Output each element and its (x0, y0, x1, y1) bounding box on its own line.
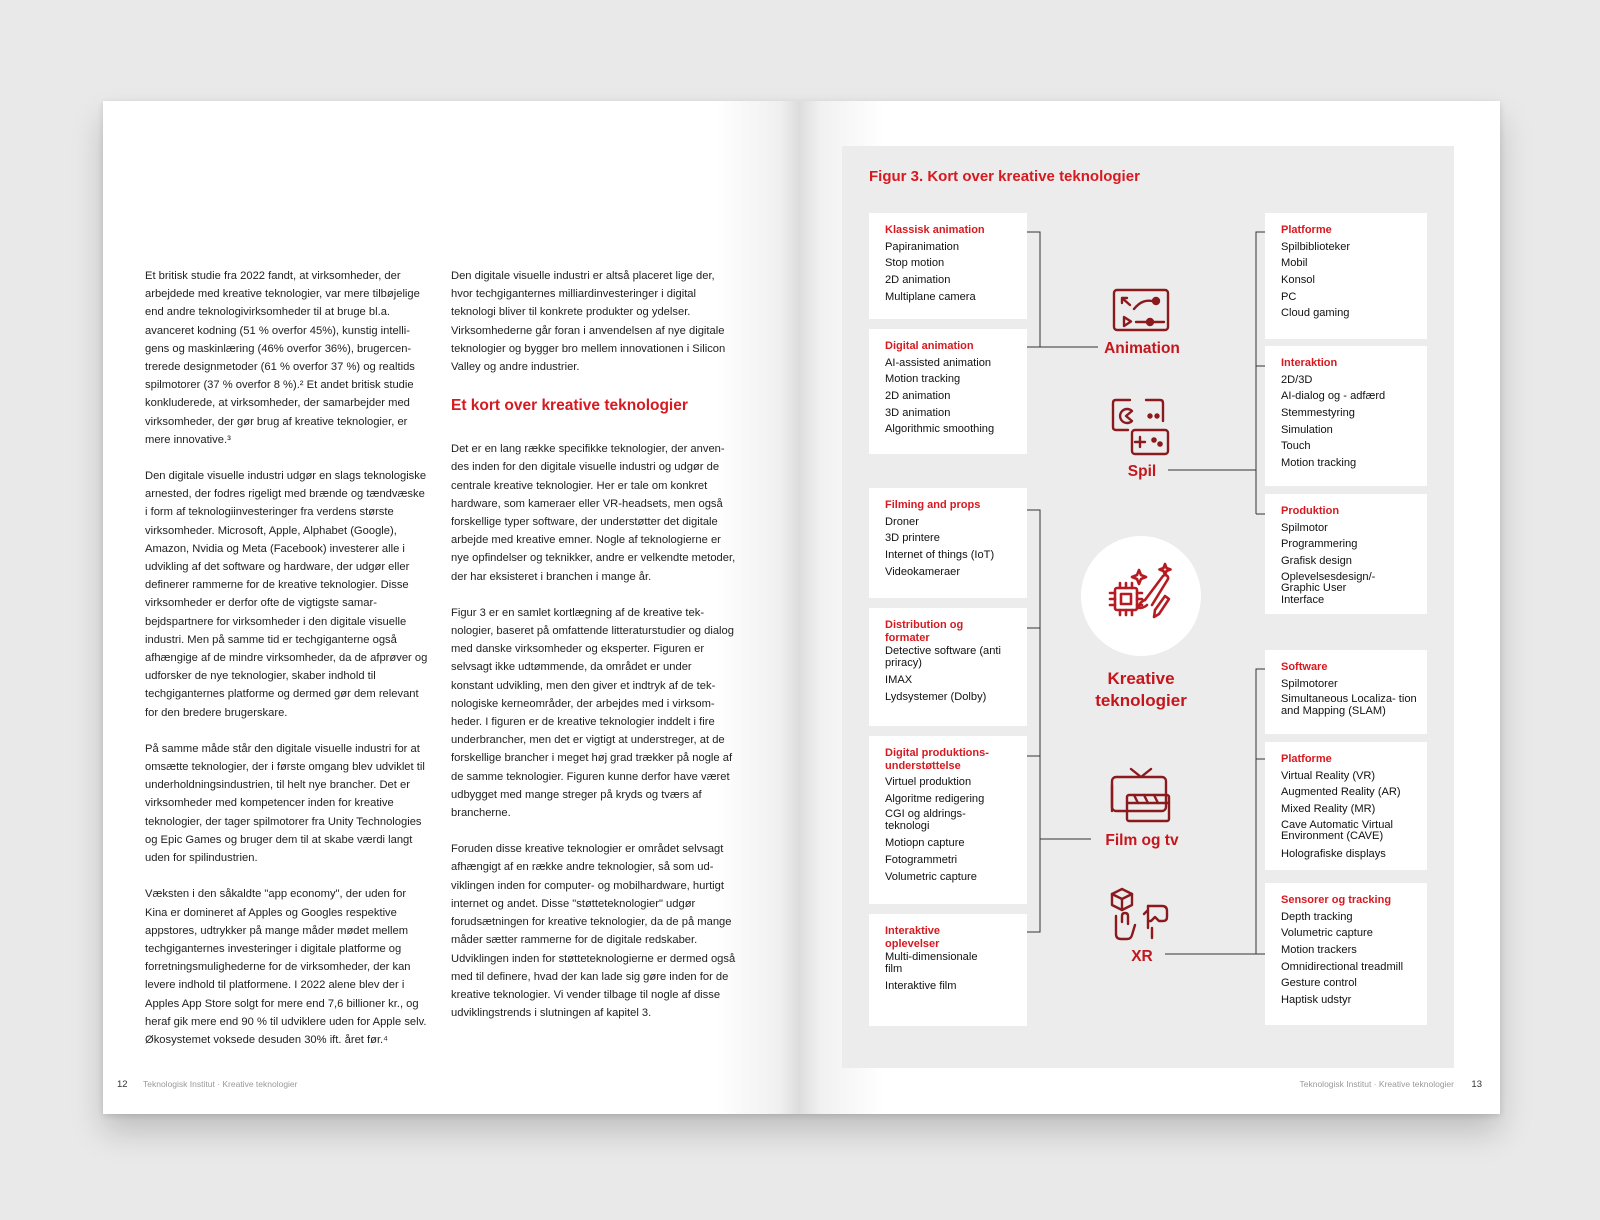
paragraph: Foruden disse kreative teknologier er området selvsagt afhængigt af en række andre teknologier, så som udviklingen inden for computer- og mobilhardware, hurtigt internet og andet. Disse "støtteteknologier" udgør forudsætningen for kreative teknologier, da de på mange måder sætter rammerne for de digitale redskaber. Udviklingen inden for støtteteknologierne er dermed også med til definere, hvad der kan lade sig gøre inden for de kreative teknologier. Vi vender tilbage til nogle af disse udviklingstrends i slutningen af kapitel 3. (451, 843, 736, 1020)
box-item: Grafisk design (1281, 554, 1352, 567)
box-item: Mobil (1281, 257, 1308, 270)
box-item: Stop motion (885, 257, 945, 270)
box-item: Programmering (1281, 538, 1358, 551)
tech-box (869, 914, 1027, 1026)
box-item: Multi-dimensionale film (885, 951, 978, 975)
box-item: Touch (1281, 440, 1311, 453)
section-heading: Et kort over kreative teknologier (451, 397, 688, 415)
box-item: Depth tracking (1281, 910, 1353, 923)
box-item: Simulation (1281, 423, 1333, 436)
box-title: Interaktive oplevelser (885, 925, 941, 950)
box-item: Oplevelsesdesign/- Graphic User Interface (1281, 570, 1376, 606)
box-title: Interaktion (1281, 357, 1338, 369)
box-item: Volumetric capture (1281, 927, 1373, 940)
box-title: Software (1281, 661, 1328, 673)
box-item: Papiranimation (885, 240, 959, 253)
category-xr: XR (1131, 948, 1153, 965)
film-tv-icon (1109, 765, 1173, 825)
tech-box (869, 329, 1027, 454)
box-item: IMAX (885, 674, 913, 686)
box-item: Spilmotor (1281, 521, 1328, 534)
box-item: 3D animation (885, 406, 951, 419)
paragraph: Den digitale visuelle industri er altså placeret lige der, hvor techgiganternes milliardinvesteringer i digital teknologi bliver til konkrete produkter og ydelser. Virksomhederne går foran i anvendelsen af nye digitale teknologier og bygger bro mellem innovationen i Silicon Valley og andre industrier. (451, 270, 726, 374)
box-title: Produktion (1281, 505, 1340, 517)
paragraph: På samme måde står den digitale visuelle industri for at omsætte teknologier, der i første omgang blev udviklet til underholdningsindustrien, til helt nye brancher. Det er virksomheder med kompetencer inden for kreative teknologier, der tager spilmotorer fra Unity Technologies og Epic Games og bruger dem til at skabe værdi langt uden for spilindustrien. (145, 742, 425, 865)
box-item: Augmented Reality (AR) (1281, 786, 1401, 799)
box-title: Platforme (1281, 753, 1332, 765)
tech-box (1265, 883, 1427, 1025)
paragraph: Væksten i den såkaldte "app economy", der uden for Kina er domineret af Apples og Googles respektive appstores, udtrykker på mange måder mødet mellem techgiganternes investeringer i digitale platforme og forretningsmulighederne for de virksomheder, der kan levere indhold til platformene. I 2022 alene blev der i Apples App Store solgt for mere end 7,6 billioner kr., og heraf gik mere end 90 % til udviklere uden for Apple selv. Økosystemet voksede desuden 30% ift. året før.⁴ (145, 888, 427, 1046)
box-title: Sensorer og tracking (1281, 894, 1392, 906)
box-item: Fotogrammetri (885, 854, 958, 867)
creative-tech-icon (1105, 560, 1177, 632)
tech-box (1265, 650, 1427, 734)
tech-box (1265, 494, 1427, 614)
center-label: Kreative teknologier (1095, 669, 1187, 710)
category-spil: Spil (1127, 463, 1157, 480)
box-item: Virtuel produktion (885, 776, 972, 788)
box-item: 2D animation (885, 273, 951, 286)
running-footer: Teknologisk Institut · Kreative teknologier (143, 1079, 298, 1089)
box-item: Simultaneous Localiza- tion and Mapping (SLAM) (1281, 693, 1417, 717)
box-item: Algoritme redigering (885, 792, 985, 805)
box-item: CGI og aldrings- teknologi (885, 808, 966, 832)
box-item: Omnidirectional treadmill (1281, 960, 1404, 973)
box-title: Digital produktions- understøttelse (885, 747, 989, 772)
box-item: Motion trackers (1281, 943, 1357, 956)
box-item: Motion tracking (1281, 457, 1357, 470)
figure-title: Figur 3. Kort over kreative teknologier (869, 168, 1140, 185)
box-item: Gesture control (1281, 977, 1357, 990)
box-title: Klassisk animation (885, 224, 985, 236)
box-item: Haptisk udstyr (1281, 994, 1352, 1007)
paragraph: Det er en lang række specifikke teknologier, der anvendes inden for den digitale visuelle industri og udgør de centrale kreative teknologier. Her er tale om konkret hardware, som kameraer eller VR-headsets, men også forskellige typer software, der understøtter det digitale arbejde med kreative emner. Nogle af teknologierne er nye opfindelser og teknikker, andre er velkendte metoder, der har eksisteret i branchen i mange år. (451, 443, 736, 583)
page-number: 13 (1471, 1079, 1482, 1090)
tech-box (869, 608, 1027, 726)
tech-box (869, 488, 1027, 598)
paragraph: Et britisk studie fra 2022 fandt, at virksomheder, der arbejdede med kreative teknologier, var mere tilbøjelige end andre teknologivirksomheder til at bruge bl.a. avanceret kodning (51 % overfor 45%), kunstig intelligens og maskinlæring (46% overfor 36%), brugercentrerede designmetoder (61 % overfor 37 %) og realtids spilmotorer (37 % overfor 8 %).² Et andet britisk studie konkluderede, at virksomheder, der samarbejder med virksomheder, der gør brug af kreative teknologier, er mere innovative.³ (145, 270, 420, 446)
tech-box (1265, 742, 1427, 870)
box-item: Spilbiblioteker (1281, 240, 1351, 253)
box-item: Lydsystemer (Dolby) (885, 690, 987, 703)
box-item: Cloud gaming (1281, 307, 1350, 320)
box-item: Motion tracking (885, 373, 961, 386)
box-item: Motiopn capture (885, 837, 965, 850)
box-item: Detective software (anti priracy) (885, 645, 1001, 669)
paragraph: Den digitale visuelle industri udgør en slags teknologiske arnested, der fodres rigeligt med brænde og tændvæske i form af teknologiinvesteringer fra verdens største virksomheder. Microsoft, Apple, Alphabet (Google), Amazon, Nvidia og Meta (Facebook) investerer alle i udvikling af det software og hardware, der udgør eller definerer rammerne for de kreative teknologier. Disse virksomheder er derfor ofte de vigtigste samarbejdspartnere for virksomheder i den digitale visuelle industri. Men på samme tid er techgiganterne også afhængige af de mindre virksomheder, da de afprøver og udforsker de nye teknologier, skaber indhold til techgiganternes platforme og dermed gør dem relevant for den bredere brugerskare. (145, 470, 428, 719)
box-title: Platforme (1281, 224, 1332, 236)
tech-box (1265, 346, 1427, 486)
category-animation: Animation (1104, 340, 1180, 357)
box-item: Holografiske displays (1281, 847, 1386, 860)
box-item: Algorithmic smoothing (885, 423, 995, 436)
left-page (103, 101, 800, 1114)
box-item: Internet of things (IoT) (885, 548, 995, 561)
text-column-2 (451, 267, 736, 1040)
box-item: 2D animation (885, 389, 951, 402)
box-item: 2D/3D (1281, 373, 1313, 386)
box-title: Digital animation (885, 340, 974, 352)
box-item: Stemmestyring (1281, 406, 1355, 419)
paragraph: Figur 3 er en samlet kortlægning af de kreative teknologier, baseret på omfattende litteraturstudier og dialog med danske virksomheder og eksperter. Figuren er selvsagt ikke udtømmende, da området er under konstant udvikling, men den giver et indtryk af de teknologiske kerneområder, der arbejdes med i virksomheder. I figuren er de kreative teknologier inddelt i fire underbrancher, men det er vigtigt at understreger, at de forskellige brancher i meget høj grad trækker på nogle af de samme teknologier. Figuren kunne derfor have været udbygget med mange streger på kryds og tværs af brancherne. (451, 606, 734, 820)
box-item: Spilmotorer (1281, 677, 1338, 690)
right-page (800, 101, 1500, 1114)
box-title: Filming and props (885, 499, 981, 511)
box-item: Multiplane camera (885, 290, 976, 303)
category-film: Film og tv (1105, 832, 1179, 849)
box-item: Konsol (1281, 273, 1315, 286)
tech-box (869, 736, 1027, 904)
box-item: Virtual Reality (VR) (1281, 769, 1376, 782)
box-item: Volumetric capture (885, 870, 977, 883)
tech-box (1265, 213, 1427, 339)
box-item: Videokameraer (885, 565, 961, 578)
box-item: AI-dialog og - adfærd (1281, 390, 1386, 403)
xr-icon (1108, 886, 1172, 942)
page-number: 12 (117, 1079, 128, 1090)
tech-box (869, 213, 1027, 319)
box-item: AI-assisted animation (885, 356, 992, 369)
running-footer: Teknologisk Institut · Kreative teknologier (1299, 1079, 1454, 1089)
box-item: PC (1281, 290, 1297, 303)
box-item: Droner (885, 515, 919, 528)
box-item: 3D printere (885, 532, 940, 545)
game-controller-icon (1110, 396, 1172, 458)
open-report (103, 101, 1500, 1114)
figure-3 (842, 146, 1454, 1068)
box-item: Cave Automatic Virtual Environment (CAVE) (1281, 818, 1394, 843)
box-title: Distribution og formater (885, 619, 964, 644)
text-column-1 (145, 267, 430, 1067)
animation-icon (1112, 287, 1172, 335)
box-item: Interaktive film (885, 980, 957, 992)
box-item: Mixed Reality (MR) (1281, 802, 1376, 815)
